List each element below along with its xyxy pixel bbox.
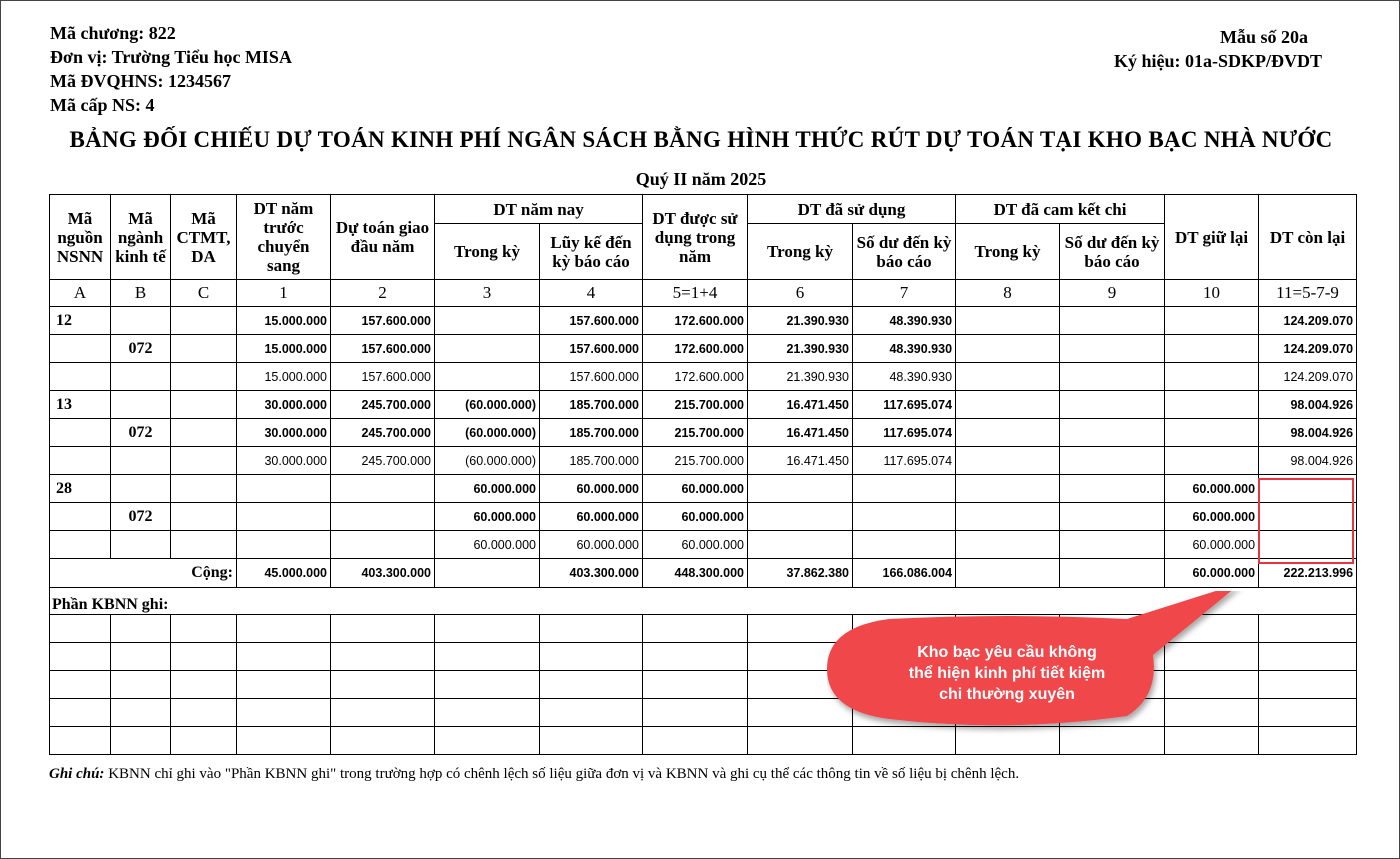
amount-cell: [853, 531, 956, 559]
amount-cell: [331, 475, 435, 503]
amount-cell: [1060, 335, 1165, 363]
amount-cell: [435, 335, 540, 363]
amount-cell: [1165, 419, 1259, 447]
footnote-text: KBNN chỉ ghi vào "Phần KBNN ghi" trong trường hợp có chênh lệch số liệu giữa đơn vị và KBNN và ghi cụ thể các thông tin về số liệu bị chênh lệch.: [104, 766, 1020, 782]
blank-cell: [331, 671, 435, 699]
amount-cell: [956, 475, 1060, 503]
col-committed-period: Trong kỳ: [956, 224, 1060, 280]
index-cell: 2: [331, 280, 435, 307]
callout-line-1: Kho bạc yêu cầu không: [917, 644, 1097, 661]
blank-cell: [435, 671, 540, 699]
amount-cell: [748, 531, 853, 559]
index-cell: A: [50, 280, 111, 307]
amount-cell: 117.695.074: [853, 419, 956, 447]
amount-cell: 98.004.926: [1259, 447, 1357, 475]
total-amount-cell: 60.000.000: [1165, 559, 1259, 588]
amount-cell: [1165, 363, 1259, 391]
blank-cell: [643, 699, 748, 727]
blank-cell: [111, 615, 171, 643]
amount-cell: 60.000.000: [540, 503, 643, 531]
table-row: [50, 503, 1357, 531]
sector-code-cell: [111, 307, 171, 335]
source-code-cell: [50, 335, 111, 363]
program-code-cell: [171, 503, 237, 531]
sector-code-cell: [111, 391, 171, 419]
sector-code-cell: 072: [111, 335, 171, 363]
amount-cell: 30.000.000: [237, 419, 331, 447]
program-code-cell: [171, 335, 237, 363]
amount-cell: 124.209.070: [1259, 307, 1357, 335]
amount-cell: 157.600.000: [331, 363, 435, 391]
amount-cell: [956, 391, 1060, 419]
blank-cell: [540, 727, 643, 755]
budget-level-code: Mã cấp NS: 4: [50, 95, 155, 115]
blank-cell: [331, 643, 435, 671]
amount-cell: (60.000.000): [435, 419, 540, 447]
amount-cell: 124.209.070: [1259, 335, 1357, 363]
amount-cell: 15.000.000: [237, 335, 331, 363]
sector-code-cell: 072: [111, 419, 171, 447]
amount-cell: [1060, 475, 1165, 503]
amount-cell: [1165, 447, 1259, 475]
unit-name: Đơn vị: Trường Tiểu học MISA: [50, 47, 292, 67]
amount-cell: 245.700.000: [331, 419, 435, 447]
amount-cell: [331, 531, 435, 559]
amount-cell: 172.600.000: [643, 363, 748, 391]
amount-cell: [1060, 363, 1165, 391]
program-code-cell: [171, 363, 237, 391]
amount-cell: 157.600.000: [331, 307, 435, 335]
col-source: Mã nguồn NSNN: [50, 195, 111, 280]
amount-cell: 157.600.000: [540, 307, 643, 335]
amount-cell: 172.600.000: [643, 335, 748, 363]
amount-cell: 185.700.000: [540, 391, 643, 419]
total-amount-cell: 222.213.996: [1259, 559, 1357, 588]
amount-cell: 16.471.450: [748, 447, 853, 475]
amount-cell: 215.700.000: [643, 419, 748, 447]
blank-cell: [111, 727, 171, 755]
col-committed-balance: Số dư đến kỳ báo cáo: [1060, 224, 1165, 280]
blank-cell: [50, 727, 111, 755]
blank-cell: [643, 643, 748, 671]
index-cell: 11=5-7-9: [1259, 280, 1357, 307]
blank-cell: [111, 671, 171, 699]
blank-cell: [1259, 615, 1357, 643]
total-amount-cell: [956, 559, 1060, 588]
amount-cell: 157.600.000: [540, 335, 643, 363]
amount-cell: [237, 503, 331, 531]
amount-cell: [1165, 307, 1259, 335]
table-row: [50, 531, 1357, 559]
index-cell: 5=1+4: [643, 280, 748, 307]
col-this-year-accum: Lũy kế đến kỳ báo cáo: [540, 224, 643, 280]
blank-cell: [331, 615, 435, 643]
blank-cell: [435, 643, 540, 671]
amount-cell: 21.390.930: [748, 335, 853, 363]
blank-cell: [331, 699, 435, 727]
amount-cell: [1060, 503, 1165, 531]
program-code-cell: [171, 391, 237, 419]
amount-cell: [956, 447, 1060, 475]
blank-cell: [435, 699, 540, 727]
amount-cell: [331, 503, 435, 531]
blank-cell: [540, 671, 643, 699]
amount-cell: 157.600.000: [540, 363, 643, 391]
blank-cell: [1259, 699, 1357, 727]
amount-cell: [1165, 391, 1259, 419]
blank-cell: [171, 671, 237, 699]
amount-cell: 30.000.000: [237, 447, 331, 475]
amount-cell: [237, 531, 331, 559]
blank-cell: [643, 727, 748, 755]
blank-cell: [1259, 643, 1357, 671]
amount-cell: 60.000.000: [1165, 475, 1259, 503]
blank-cell: [643, 671, 748, 699]
total-amount-cell: 37.862.380: [748, 559, 853, 588]
index-cell: 6: [748, 280, 853, 307]
budget-unit-code: Mã ĐVQHNS: 1234567: [50, 71, 231, 91]
amount-cell: 60.000.000: [643, 475, 748, 503]
amount-cell: 98.004.926: [1259, 419, 1357, 447]
amount-cell: 60.000.000: [540, 475, 643, 503]
amount-cell: [1060, 419, 1165, 447]
blank-cell: [171, 727, 237, 755]
amount-cell: [748, 503, 853, 531]
amount-cell: 15.000.000: [237, 307, 331, 335]
blank-cell: [540, 615, 643, 643]
column-index-row: [50, 280, 1357, 307]
col-initial: Dự toán giao đầu năm: [331, 195, 435, 280]
table-row: [50, 307, 1357, 335]
source-code-cell: [50, 419, 111, 447]
blank-cell: [435, 727, 540, 755]
amount-cell: [956, 503, 1060, 531]
table-row: [50, 475, 1357, 503]
amount-cell: 48.390.930: [853, 307, 956, 335]
amount-cell: 172.600.000: [643, 307, 748, 335]
blank-cell: [111, 699, 171, 727]
index-cell: C: [171, 280, 237, 307]
source-code-cell: 28: [50, 475, 111, 503]
total-amount-cell: 45.000.000: [237, 559, 331, 588]
col-prev-year: DT năm trước chuyển sang: [237, 195, 331, 280]
amount-cell: [435, 363, 540, 391]
amount-cell: 48.390.930: [853, 363, 956, 391]
source-code-cell: [50, 531, 111, 559]
blank-cell: [50, 699, 111, 727]
index-cell: B: [111, 280, 171, 307]
blank-cell: [50, 671, 111, 699]
table-row: [50, 419, 1357, 447]
blank-cell: [237, 699, 331, 727]
blank-cell: [1259, 727, 1357, 755]
source-code-cell: [50, 503, 111, 531]
amount-cell: 245.700.000: [331, 391, 435, 419]
blank-cell: [50, 615, 111, 643]
total-row: [50, 559, 1357, 588]
kbnn-section-label: Phần KBNN ghi:: [50, 588, 1357, 615]
index-cell: 10: [1165, 280, 1259, 307]
amount-cell: 215.700.000: [643, 391, 748, 419]
col-used-period: Trong kỳ: [748, 224, 853, 280]
amount-cell: 60.000.000: [435, 475, 540, 503]
amount-cell: 60.000.000: [435, 503, 540, 531]
index-cell: 9: [1060, 280, 1165, 307]
amount-cell: 215.700.000: [643, 447, 748, 475]
amount-cell: [435, 307, 540, 335]
blank-cell: [171, 615, 237, 643]
chapter-code: Mã chương: 822: [50, 23, 176, 43]
source-code-cell: [50, 447, 111, 475]
blank-cell: [50, 643, 111, 671]
total-amount-cell: [435, 559, 540, 588]
blank-cell: [331, 727, 435, 755]
col-committed: DT đã cam kết chi: [956, 195, 1165, 224]
index-cell: 4: [540, 280, 643, 307]
blank-cell: [237, 643, 331, 671]
amount-cell: [853, 475, 956, 503]
amount-cell: 117.695.074: [853, 391, 956, 419]
amount-cell: [956, 419, 1060, 447]
blank-cell: [171, 699, 237, 727]
col-used-balance: Số dư đến kỳ báo cáo: [853, 224, 956, 280]
amount-cell: [956, 335, 1060, 363]
blank-cell: [237, 671, 331, 699]
callout-line-2: thể hiện kinh phí tiết kiệm: [908, 665, 1106, 682]
sector-code-cell: 072: [111, 503, 171, 531]
col-used: DT đã sử dụng: [748, 195, 956, 224]
callout-line-3: chi thường xuyên: [939, 686, 1075, 703]
highlight-box: [1258, 478, 1354, 564]
amount-cell: 15.000.000: [237, 363, 331, 391]
amount-cell: [956, 531, 1060, 559]
form-number: Mẫu số 20a: [1219, 27, 1308, 47]
index-cell: 1: [237, 280, 331, 307]
total-amount-cell: 448.300.000: [643, 559, 748, 588]
amount-cell: 48.390.930: [853, 335, 956, 363]
amount-cell: 60.000.000: [643, 531, 748, 559]
amount-cell: [1060, 391, 1165, 419]
table-row: [50, 391, 1357, 419]
amount-cell: 60.000.000: [1165, 531, 1259, 559]
blank-cell: [111, 643, 171, 671]
sector-code-cell: [111, 363, 171, 391]
header-left: [50, 21, 292, 117]
form-symbol: Ký hiệu: 01a-SDKP/ĐVDT: [1113, 51, 1322, 71]
source-code-cell: [50, 363, 111, 391]
amount-cell: 124.209.070: [1259, 363, 1357, 391]
sector-code-cell: [111, 531, 171, 559]
table-row: [50, 335, 1357, 363]
source-code-cell: 12: [50, 307, 111, 335]
amount-cell: 16.471.450: [748, 391, 853, 419]
amount-cell: 21.390.930: [748, 363, 853, 391]
footnote-label: Ghi chú:: [49, 766, 105, 782]
program-code-cell: [171, 475, 237, 503]
col-this-year-period: Trong kỳ: [435, 224, 540, 280]
amount-cell: [853, 503, 956, 531]
header-right: [1114, 25, 1322, 73]
amount-cell: [1060, 531, 1165, 559]
source-code-cell: 13: [50, 391, 111, 419]
amount-cell: [1060, 447, 1165, 475]
amount-cell: 245.700.000: [331, 447, 435, 475]
total-amount-cell: 403.300.000: [331, 559, 435, 588]
blank-cell: [435, 615, 540, 643]
program-code-cell: [171, 419, 237, 447]
col-remaining: DT còn lại: [1259, 195, 1357, 280]
col-sector: Mã ngành kinh tế: [111, 195, 171, 280]
col-usable: DT được sử dụng trong năm: [643, 195, 748, 280]
report-period: Quý II năm 2025: [635, 169, 767, 189]
blank-cell: [540, 643, 643, 671]
total-amount-cell: [1060, 559, 1165, 588]
total-label: Cộng:: [50, 559, 237, 588]
col-program: Mã CTMT, DA: [171, 195, 237, 280]
blank-cell: [1259, 671, 1357, 699]
amount-cell: (60.000.000): [435, 391, 540, 419]
amount-cell: 157.600.000: [331, 335, 435, 363]
col-retained: DT giữ lại: [1165, 195, 1259, 280]
total-amount-cell: 403.300.000: [540, 559, 643, 588]
amount-cell: 60.000.000: [1165, 503, 1259, 531]
amount-cell: 60.000.000: [643, 503, 748, 531]
amount-cell: 185.700.000: [540, 447, 643, 475]
index-cell: 8: [956, 280, 1060, 307]
amount-cell: (60.000.000): [435, 447, 540, 475]
footnote: [49, 766, 1019, 783]
callout-bubble: [827, 591, 1247, 741]
index-cell: 7: [853, 280, 956, 307]
blank-cell: [237, 727, 331, 755]
blank-cell: [643, 615, 748, 643]
sector-code-cell: [111, 475, 171, 503]
amount-cell: [1165, 335, 1259, 363]
amount-cell: [956, 363, 1060, 391]
table-row: [50, 363, 1357, 391]
amount-cell: 98.004.926: [1259, 391, 1357, 419]
sector-code-cell: [111, 447, 171, 475]
col-this-year: DT năm nay: [435, 195, 643, 224]
amount-cell: 30.000.000: [237, 391, 331, 419]
amount-cell: 185.700.000: [540, 419, 643, 447]
amount-cell: [956, 307, 1060, 335]
amount-cell: 60.000.000: [540, 531, 643, 559]
blank-cell: [237, 615, 331, 643]
program-code-cell: [171, 447, 237, 475]
amount-cell: [237, 475, 331, 503]
program-code-cell: [171, 531, 237, 559]
index-cell: 3: [435, 280, 540, 307]
total-amount-cell: 166.086.004: [853, 559, 956, 588]
table-row: [50, 447, 1357, 475]
amount-cell: [1060, 307, 1165, 335]
amount-cell: 60.000.000: [435, 531, 540, 559]
report-title: BẢNG ĐỐI CHIẾU DỰ TOÁN KINH PHÍ NGÂN SÁCH BẰNG HÌNH THỨC RÚT DỰ TOÁN TẠI KHO BẠC NHÀ NƯỚC: [69, 127, 1333, 152]
amount-cell: [748, 475, 853, 503]
blank-cell: [171, 643, 237, 671]
blank-cell: [540, 699, 643, 727]
amount-cell: 21.390.930: [748, 307, 853, 335]
amount-cell: 16.471.450: [748, 419, 853, 447]
program-code-cell: [171, 307, 237, 335]
amount-cell: 117.695.074: [853, 447, 956, 475]
